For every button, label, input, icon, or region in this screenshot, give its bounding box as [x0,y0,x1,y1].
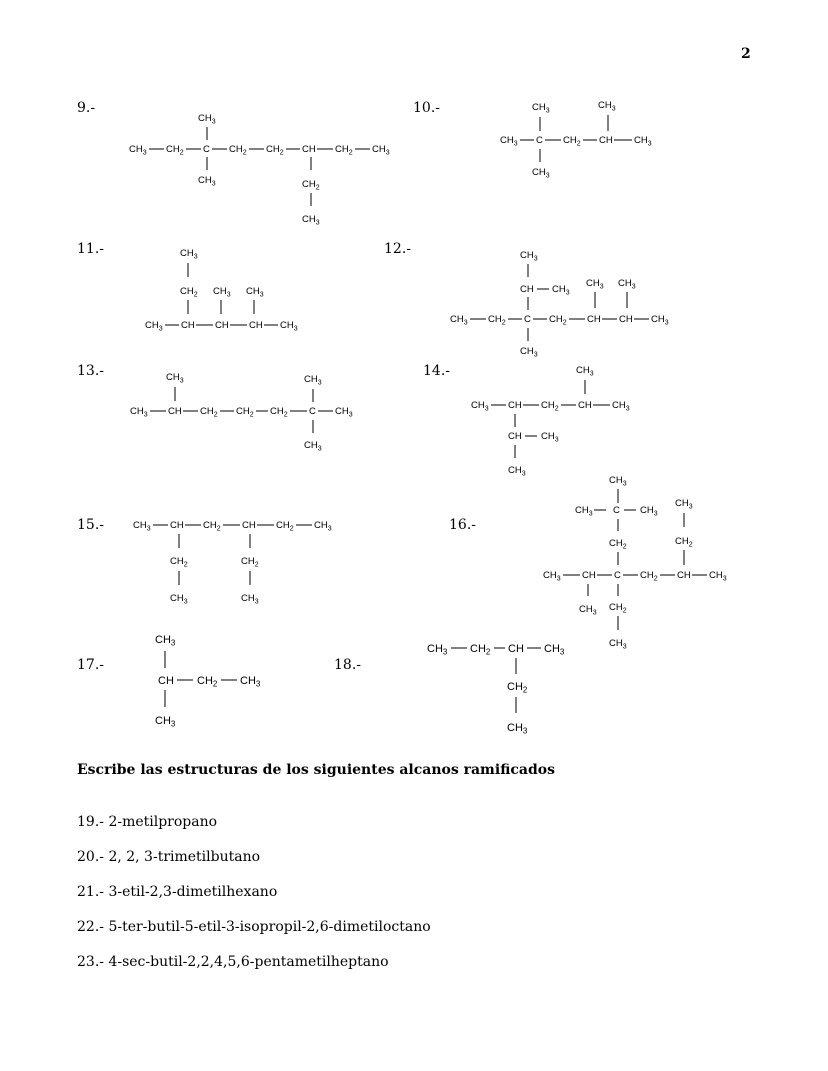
task-22: 22.- 5-ter-butil-5-etil-3-isopropil-2,6-dimetiloctano [77,919,431,935]
group-ch: CH [508,643,524,655]
group-ch3: $CH_3$ [427,643,448,657]
group-ch3: $CH_3$ [155,634,176,648]
group-ch2: $CH_2$ [541,400,559,413]
group-ch2: $CH_2$ [266,144,284,157]
group-ch2: $CH_2$ [470,643,491,657]
problem-label-12: 12.- [384,241,411,257]
problem-label-13: 13.- [77,363,104,379]
group-ch3: $CH_3$ [335,406,353,419]
problem-label-11: 11.- [77,241,104,257]
group-ch3: $CH_3$ [155,715,176,729]
group-c: C [203,144,210,155]
group-ch: CH [619,314,633,325]
group-ch3: $CH_3$ [576,365,594,378]
group-ch3: $CH_3$ [640,505,658,518]
group-ch3: $CH_3$ [508,465,526,478]
section-title: Escribe las estructuras de los siguientes alcanos ramificados [77,762,555,778]
group-ch3: $CH_3$ [651,314,669,327]
group-ch3: $CH_3$ [471,400,489,413]
task-21: 21.- 3-etil-2,3-dimetilhexano [77,884,278,900]
molecule-9 [129,113,390,227]
problem-label-9: 9.- [77,100,96,116]
molecule-17 [155,634,261,729]
group-ch3: $CH_3$ [129,144,147,157]
group-ch2: $CH_2$ [270,406,288,419]
group-ch3: $CH_3$ [314,520,332,533]
task-23: 23.- 4-sec-butil-2,2,4,5,6-pentametilheptano [77,954,389,970]
group-ch3: $CH_3$ [675,498,693,511]
group-ch3: $CH_3$ [198,113,216,126]
molecule-18 [427,643,565,736]
task-20: 20.- 2, 2, 3-trimetilbutano [77,849,261,865]
group-c: C [309,406,316,417]
group-ch3: $CH_3$ [302,214,320,227]
group-ch3: $CH_3$ [450,314,468,327]
group-ch: CH [302,144,316,155]
problem-label-10: 10.- [413,100,440,116]
molecule-13 [130,372,353,453]
group-ch3: $CH_3$ [304,374,322,387]
task-19: 19.- 2-metilpropano [77,814,218,830]
group-ch: CH [520,284,534,295]
group-ch: CH [158,675,174,687]
group-ch3: $CH_3$ [246,286,264,299]
molecule-11 [145,248,298,333]
group-ch2: $CH_2$ [563,135,581,148]
group-ch2: $CH_2$ [675,536,693,549]
group-ch3: $CH_3$ [709,570,727,583]
group-ch3: $CH_3$ [532,167,550,180]
group-ch2: $CH_2$ [488,314,506,327]
group-ch3: $CH_3$ [280,320,298,333]
group-ch2: $CH_2$ [180,286,198,299]
group-ch: CH [168,406,182,417]
group-ch2: $CH_2$ [335,144,353,157]
group-ch2: $CH_2$ [609,602,627,615]
group-ch: CH [215,320,229,331]
group-ch3: $CH_3$ [213,286,231,299]
group-ch3: $CH_3$ [634,135,652,148]
group-ch3: $CH_3$ [241,593,259,606]
group-ch: CH [677,570,691,581]
group-ch3: $CH_3$ [609,638,627,651]
group-ch3: $CH_3$ [612,400,630,413]
group-ch3: $CH_3$ [544,643,565,657]
group-c: C [613,505,620,516]
group-ch2: $CH_2$ [236,406,254,419]
group-ch3: $CH_3$ [166,372,184,385]
group-ch3: $CH_3$ [500,135,518,148]
molecule-12 [450,250,669,359]
group-ch2: $CH_2$ [197,675,218,689]
group-ch3: $CH_3$ [304,440,322,453]
group-ch3: $CH_3$ [552,284,570,297]
group-ch: CH [242,520,256,531]
problem-label-17: 17.- [77,657,104,673]
group-ch3: $CH_3$ [598,100,616,113]
molecule-14 [471,365,630,478]
group-ch3: $CH_3$ [130,406,148,419]
group-ch: CH [170,520,184,531]
group-ch2: $CH_2$ [549,314,567,327]
group-ch3: $CH_3$ [586,278,604,291]
group-ch3: $CH_3$ [618,278,636,291]
group-ch2: $CH_2$ [203,520,221,533]
group-ch2: $CH_2$ [229,144,247,157]
group-ch3: $CH_3$ [543,570,561,583]
group-ch3: $CH_3$ [609,475,627,488]
molecule-10 [500,100,652,180]
group-ch2: $CH_2$ [166,144,184,157]
group-ch3: $CH_3$ [541,431,559,444]
group-ch2: $CH_2$ [276,520,294,533]
group-ch: CH [508,431,522,442]
group-ch3: $CH_3$ [575,505,593,518]
group-ch3: $CH_3$ [198,175,216,188]
group-ch: CH [587,314,601,325]
problem-label-18: 18.- [334,657,361,673]
group-ch2: $CH_2$ [302,179,320,192]
group-ch3: $CH_3$ [145,320,163,333]
group-ch3: $CH_3$ [180,248,198,261]
group-ch3: $CH_3$ [133,520,151,533]
group-ch2: $CH_2$ [640,570,658,583]
group-ch: CH [249,320,263,331]
group-ch2: $CH_2$ [170,556,188,569]
group-ch3: $CH_3$ [520,346,538,359]
page-number: 2 [741,46,751,62]
problem-label-14: 14.- [423,363,450,379]
group-ch: CH [578,400,592,411]
group-c: C [614,570,621,581]
group-ch2: $CH_2$ [507,681,528,695]
problem-label-15: 15.- [77,517,104,533]
molecule-16 [543,475,727,651]
group-ch3: $CH_3$ [507,722,528,736]
group-ch3: $CH_3$ [532,102,550,115]
group-ch: CH [599,135,613,146]
group-ch3: $CH_3$ [520,250,538,263]
group-c: C [524,314,531,325]
group-ch: CH [508,400,522,411]
group-ch: CH [582,570,596,581]
problem-label-16: 16.- [449,517,476,533]
group-ch3: $CH_3$ [240,675,261,689]
group-ch: CH [181,320,195,331]
group-ch2: $CH_2$ [241,556,259,569]
molecule-15 [133,520,332,606]
group-ch3: $CH_3$ [170,593,188,606]
group-c: C [536,135,543,146]
group-ch3: $CH_3$ [579,604,597,617]
group-ch2: $CH_2$ [609,538,627,551]
group-ch3: $CH_3$ [372,144,390,157]
group-ch2: $CH_2$ [200,406,218,419]
